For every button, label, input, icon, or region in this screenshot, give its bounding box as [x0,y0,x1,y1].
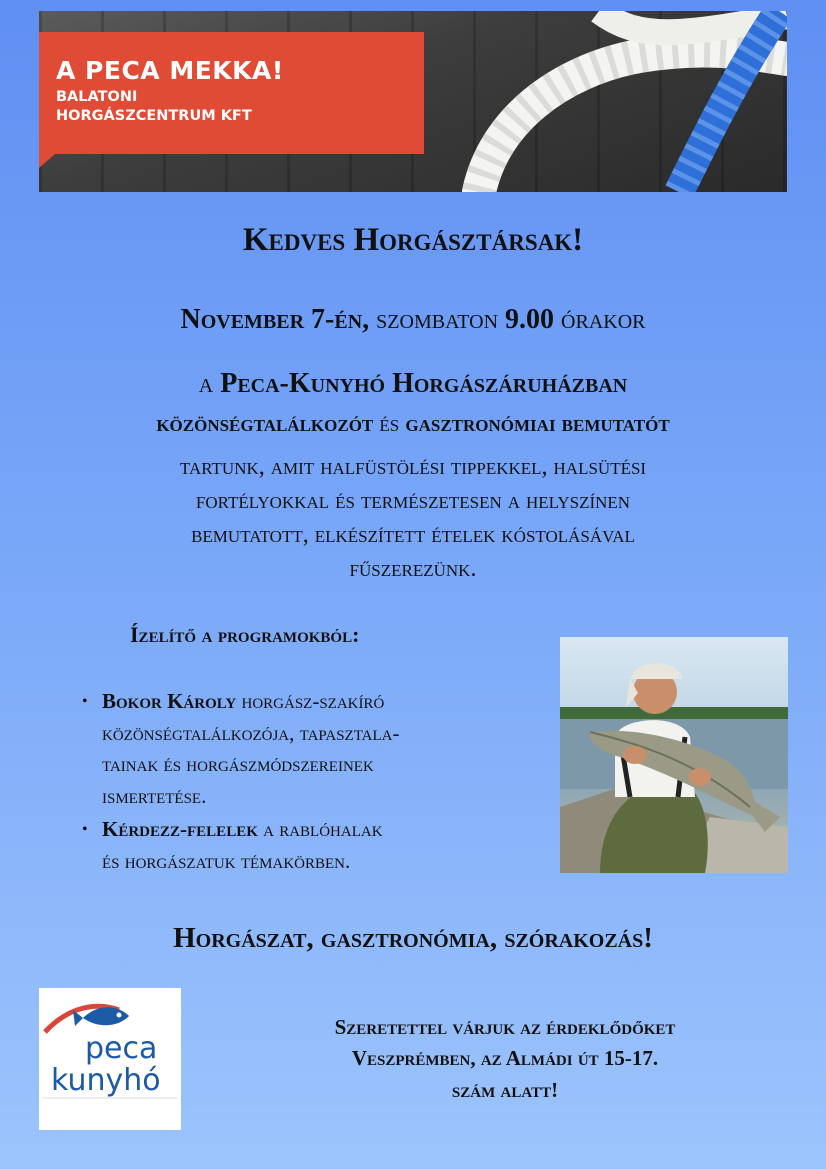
intro-body-line: fortélyokkal és természetesen a helyszínen [195,488,631,514]
intro-body-line: bemutatott, elkészített ételek kóstolásával [191,522,635,548]
intro-body-line: fűszerezünk. [349,556,477,582]
program-item-text: és horgászatuk témakörben. [102,848,351,873]
program-item-text: tainak és horgászmódszereinek [102,752,374,776]
date-line [0,304,826,336]
event-weekday: szombaton [376,304,499,335]
angler-photo [560,637,788,873]
invite-line: Szeretettel várjuk az érdeklődőket [334,1015,676,1039]
peca-kunyho-logo [39,988,181,1130]
bullet-icon: • [82,821,88,838]
program-item-name: Kérdezz-felelek [102,817,258,841]
angler-with-fish-image [560,637,788,873]
event-time: 9.00 [505,304,555,335]
program-item-text: horgász-szakíró [241,689,385,713]
event-date: November 7-én, [180,304,370,335]
invite-line: szám alatt! [451,1078,559,1102]
header-banner [39,11,787,192]
program-item-text: közönségtalálkozója, tapasztala- [102,720,400,745]
venue-name: Peca-Kunyhó Horgászáruházban [220,368,628,399]
logo-fish-icon [39,988,181,1130]
program-item-text: ismertetése. [102,783,207,808]
intro-events-line [30,409,796,439]
banner-title: A PECA MEKKA! [56,56,284,85]
program-item-text: a rablóhalak [263,817,383,841]
logo-word-kunyho: kunyhó [51,1063,161,1098]
intro-prefix: a [198,368,214,399]
banner-label-tab [39,154,55,168]
slogan: Horgászat, gasztronómia, szórakozás! [173,922,653,954]
logo-word-peca: peca [85,1031,158,1066]
event-time-suffix: órakor [561,304,646,335]
banner-subtitle-line1: BALATONI [56,89,138,105]
intro-body-line: tartunk, amit halfüstölési tippekkel, halsütési [179,454,647,480]
intro-venue-line [30,367,796,401]
event-gastronomy: gasztronómiai bemutatót [405,410,670,437]
program-title: Ízelítő a programokból: [130,622,360,647]
invite-line: Veszprémben, az Almádi út 15-17. [351,1046,659,1070]
events-conjunction: és [379,410,400,437]
banner-label [39,32,424,154]
program-item-name: Bokor Károly [102,689,237,713]
event-meetup: közönségtalálkozót [156,410,374,437]
page-title: Kedves Horgásztársak! [242,222,584,258]
banner-subtitle-line2: HORGÁSZCENTRUM KFT [56,108,252,124]
bullet-icon: • [82,693,88,710]
intro-body [30,450,796,586]
